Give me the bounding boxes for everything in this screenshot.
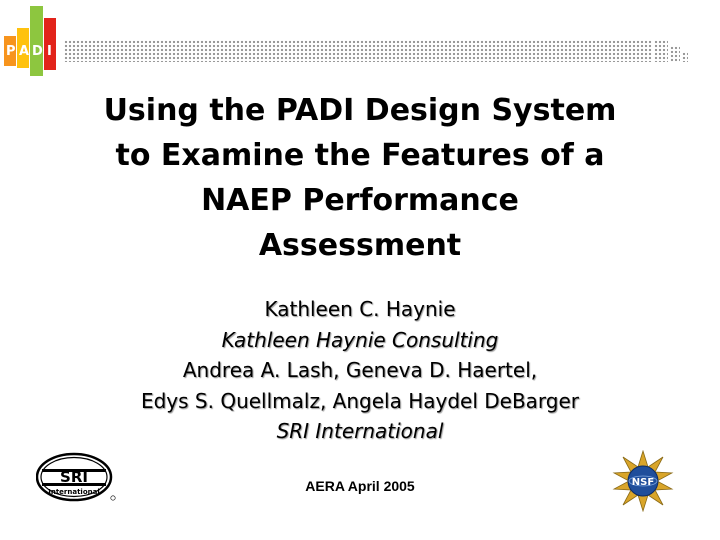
affiliation-sri-international: SRI International <box>276 419 444 443</box>
title-line-3: NAEP Performance <box>201 183 519 218</box>
nsf-logo <box>612 450 674 512</box>
presentation-date: AERA April 2005 <box>305 478 415 494</box>
header-strip-tail-2 <box>670 46 680 62</box>
author-block <box>20 294 700 447</box>
padi-logo <box>4 6 58 76</box>
header-dotted-strip <box>64 40 652 62</box>
header-strip-tail-3 <box>682 52 688 62</box>
padi-letter-d: D <box>32 44 43 59</box>
header-strip-tail-1 <box>654 40 668 62</box>
author-names-lash-haertel: Andrea A. Lash, Geneva D. Haertel, <box>182 358 538 382</box>
slide-title <box>40 88 680 268</box>
sri-logo-subtext: International <box>48 488 100 496</box>
padi-letter-i: I <box>47 44 52 59</box>
affiliation-haynie-consulting: Kathleen Haynie Consulting <box>221 327 499 352</box>
author-names-quellmalz-debarger: Edys S. Quellmalz, Angela Haydel DeBarger <box>140 388 580 413</box>
title-line-1: Using the PADI Design System <box>103 93 617 128</box>
title-line-4: Assessment <box>258 228 462 263</box>
padi-bar-d <box>30 6 43 76</box>
sri-logo-text: SRI <box>60 468 88 486</box>
nsf-logo-text: NSF <box>631 477 655 488</box>
padi-letter-p: P <box>6 44 16 59</box>
title-line-2: to Examine the Features of a <box>115 138 605 173</box>
padi-letter-a: A <box>19 44 30 59</box>
sri-international-logo <box>36 452 116 502</box>
author-name-haynie: Kathleen C. Haynie <box>264 297 456 321</box>
